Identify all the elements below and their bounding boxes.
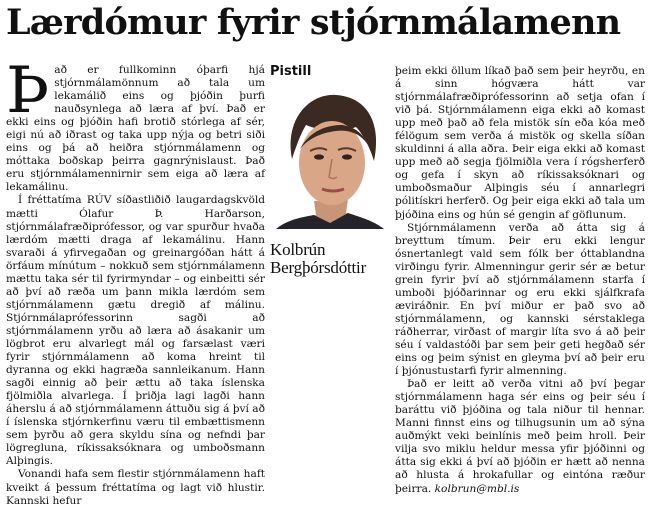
author-first-name: Kolbrún [270,240,326,259]
drop-cap: Þ [6,54,50,128]
article-paragraph: þeim ekki öllum líkað það sem þeir heyrðu, en á sinn hógværa hátt var stjórnmálafræðiprófessorinn að setja ofan í við þá. Stjórnmálamenn eiga ekki að komast upp með það að fela mistök sín eða kóa með félögum sem verða á mistök og skella síðan skuldinni á alla aðra. Þeir eiga ekki að komast upp með að segja fjölmiðla vera í rógsherferð og gefa í skyn að ríkissaksóknari og umboðsmaður Alþingis séu í annarlegri pólitískri herferð. Og þeir eiga ekki að tala um þjóðina eins og hún sé gengin af göflunum. [395,65,645,221]
article-paragraph: Í fréttatíma RÚV síðastliðið laugardagskvöld mætti Ólafur Þ. Harðarson, stjórnmálafræðiprófessor, og var spurður hvaða lærdóm mætti draga af lekamálinu. Hann svaraði á yfirvegaðan og greinargóðan hátt á örfáum mínútum – nokkuð sem stjórnmálamenn mættu taka sér til fyrirmyndar – og einbeitti sér að því að ræða um þann mikla lærdóm sem stjórnmálamenn gætu dregið af málinu. Stjórnmálaprófessorinn sagði að stjórnmálamenn yrðu að læra að ásakanir um lögbrot eru alvarlegt mál og farsælast væri fyrir stjórnmálamenn að koma hreint til dyranna og ekki hagræða sannleikanum. Hann sagði einnig að þeir ættu að taka íslenska fjölmiðla alvarlega. Í þriðja lagi lagði hann áherslu á að stjórnmálamenn áttuðu sig á því að í íslenska stjórnkerfinu væru til embættismenn sem þyrðu að gera skyldu sína og nefndi þar lögregluna, ríkissaksóknara og umboðsmann Alþingis. [6,194,265,468]
author-portrait [270,89,390,229]
paragraph-text: Það er leitt að verða vitni að því þegar stjórnmálamenn haga sér eins og þeir séu í baráttu við þjóðina og tala niður til hennar. Manni finnst eins og tilhugsunin um að sýna auðmýkt veki beinlínis með þeim hroll. Þeir vilja svo miklu heldur messa yfir þjóðinni og átta sig ekki á því að þjóðin er hætt að nenna að hlusta á hrokafullar og eintóna ræður þeirra. [395,378,645,495]
author-box [268,64,392,277]
article-paragraph [395,378,645,495]
author-email[interactable]: kolbrun@mbl.is [434,482,520,495]
section-label: Pistill [270,64,312,79]
paragraph-text: að er fullkominn óþarfi hjá stjórnmálamönnum að tala um lekamálið eins og þjóðin þurfi nauðsynlega að læra af því. Það er ekki eins og þjóðin hafi brotið stórlega af sér, eigi nú að iðrast og taka upp nýja og betri siði eins og þá að heiðra stjórnmálamenn og móttaka boðskap þeirra gagnrýnislaust. Það eru stjórnmálamennirnir sem eiga að læra af lekamálinu. [6,64,265,194]
author-last-name: Bergþórsdóttir [270,258,367,277]
article-paragraph: Stjórnmálamenn verða að átta sig á breyttum tímum. Þeir eru ekki lengur ósnertanlegt vald sem fólk ber óttablandna virðingu fyrir. Almenningur gerir sér æ betur grein fyrir því að stjórnmálamenn starfa í umboði þjóðarinnar og eru ekki sjálfkrafa æviráðnir. En því miður er það svo að stjórnmálamenn, og kannski sérstaklega ráðherrar, virðast of margir líta svo á að þeir séu í valdastóði þar sem þeir geti hegðað sér eins og þeim sýnist en gleyma því að þeir eru í þjónustustarfi fyrir almenning. [395,221,645,378]
headline: Lærdómur fyrir stjórnmálamenn [6,2,621,43]
article-paragraph: Vonandi hafa sem flestir stjórnmálamenn haft kveikt á þessum fréttatíma og lagt við hlustir. Kannski hefur [6,468,265,507]
article-paragraph [6,54,265,194]
article-column-right [395,65,645,496]
article-column-left [6,54,265,508]
author-byline [270,241,394,277]
